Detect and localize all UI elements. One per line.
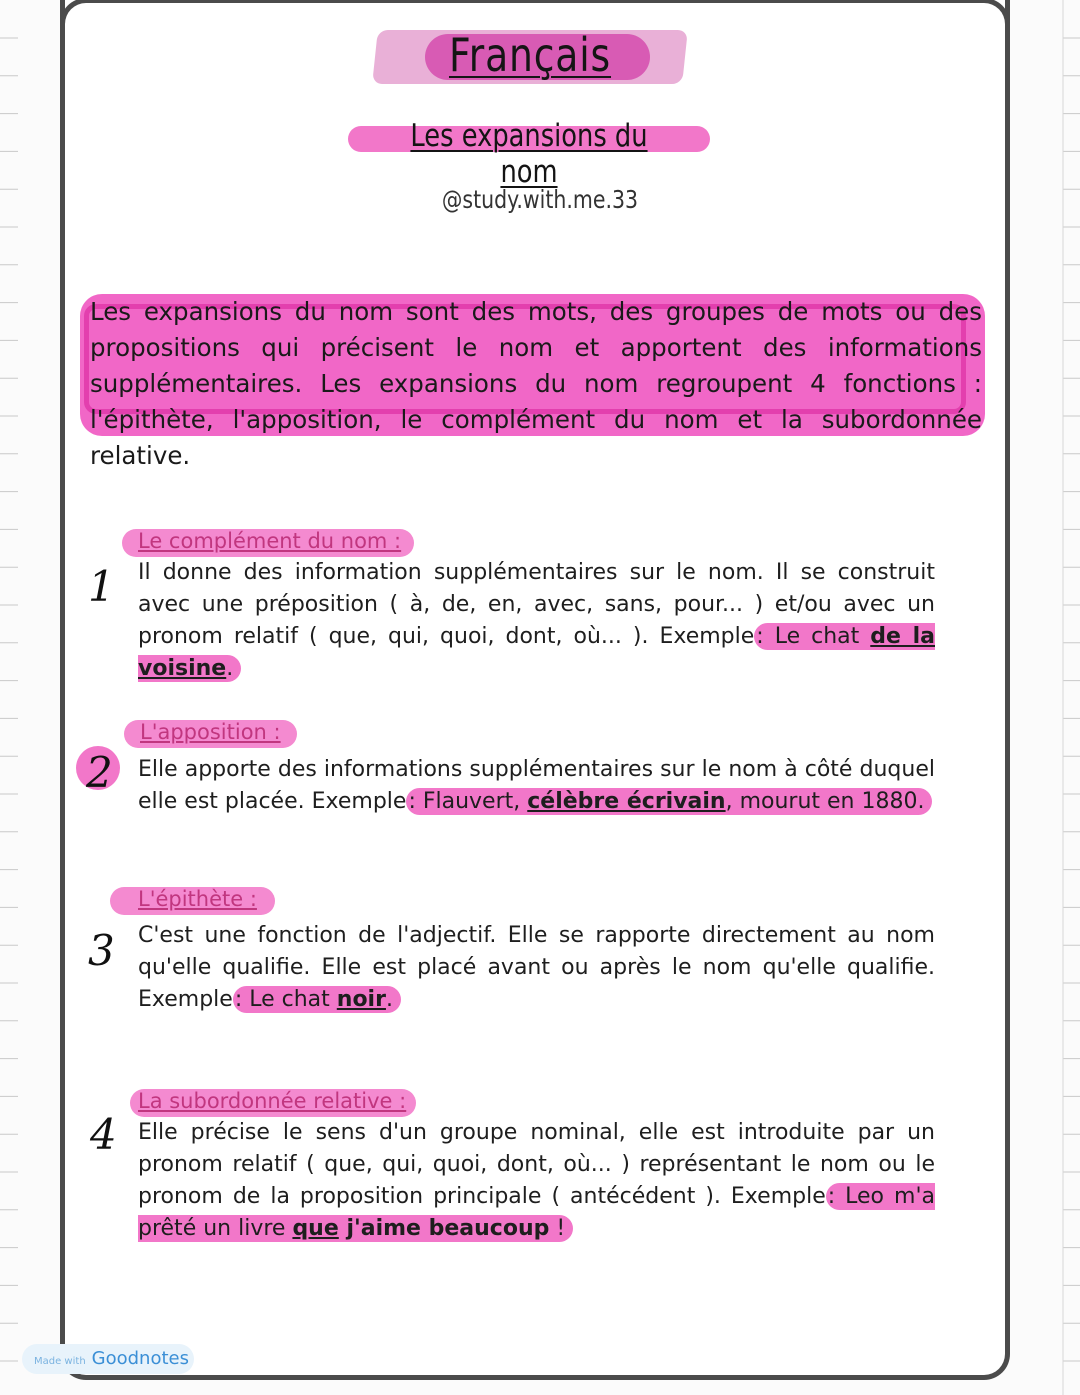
section-2-example-prefix: : Flauvert, [408, 789, 528, 814]
section-4-example-suffix: ! [549, 1216, 566, 1241]
section-2-body [138, 754, 935, 818]
section-2-label [124, 720, 297, 748]
section-3-label-text: L'épithète : [138, 887, 257, 911]
subtitle-block [348, 118, 710, 190]
section-1-example-bold: de la voisine [138, 624, 935, 681]
title-block [375, 20, 685, 92]
section-2-number: 2 [86, 748, 113, 797]
intro-text: Les expansions du nom sont des mots, des groupes de mots ou des propositions qui précisent le nom et apportent des informations supplémentaires. Les expansions du nom regroupent 4 fonctions : l'épithète, l'apposition, le complément du nom et la subordonnée relative. [90, 297, 982, 470]
section-2-example-bold: célèbre écrivain [527, 789, 726, 814]
section-2-label-text: L'apposition : [140, 720, 281, 744]
section-4-label [130, 1089, 416, 1117]
section-1-example-prefix: : Le chat [756, 624, 871, 649]
section-3-example-suffix: . [385, 987, 393, 1012]
page-title: Français [448, 28, 612, 82]
section-3-example-bold: noir [336, 987, 386, 1012]
section-3-body [138, 920, 935, 1016]
section-1-label [122, 529, 414, 557]
section-1-example-suffix: . [226, 656, 234, 681]
section-3-example [233, 986, 401, 1013]
section-4-label-text: La subordonnée relative : [138, 1089, 407, 1113]
section-3-text: C'est une fonction de l'adjectif. Elle se rapporte directement au nom qu'elle qualifie. Elle est placé avant ou après le nom qu'elle qualifie. Exemple [138, 923, 935, 1012]
section-4-number: 4 [90, 1110, 117, 1159]
section-4-body [138, 1117, 935, 1245]
section-2-example [406, 788, 932, 815]
section-1-number: 1 [88, 562, 115, 611]
intro-block [80, 294, 988, 470]
author-handle: @study.with.me.33 [441, 185, 639, 214]
made-with-text: Made with [34, 1356, 86, 1367]
section-4-example-prefix: : Leo m'a prêté un livre [138, 1184, 935, 1241]
goodnotes-brand: Goodnotes [91, 1348, 189, 1369]
goodnotes-badge [22, 1344, 194, 1374]
section-4-text: Elle précise le sens d'un groupe nominal, elle est introduite par un pronom relatif ( que, qui, quoi, dont, où... ) représentant le nom ou le pronom de la proposition principale ( antécédent ). Exemple [138, 1120, 935, 1209]
section-1-text: Il donne des information supplémentaires sur le nom. Il se construit avec une préposition ( à, de, en, avec, sans, pour... ) et/ou avec un pronom relatif ( que, qui, quoi, dont, où... ). Exemple [138, 560, 935, 649]
section-3-example-prefix: : Le chat [234, 987, 337, 1012]
section-4-example-bold: j'aime beaucoup [338, 1216, 550, 1241]
section-1-body [138, 557, 935, 685]
section-1-label-text: Le complément du nom : [138, 529, 402, 553]
section-2-example-suffix: , mourut en 1880. [725, 789, 925, 814]
section-3-number: 3 [88, 926, 115, 975]
page-subtitle: Les expansions du nom [410, 118, 648, 190]
section-4-example-bold-que: que [292, 1216, 339, 1241]
section-3-label [110, 887, 275, 915]
section-2-text: Elle apporte des informations supplémentaires sur le nom à côté duquel elle est placée. Exemple [138, 757, 935, 814]
